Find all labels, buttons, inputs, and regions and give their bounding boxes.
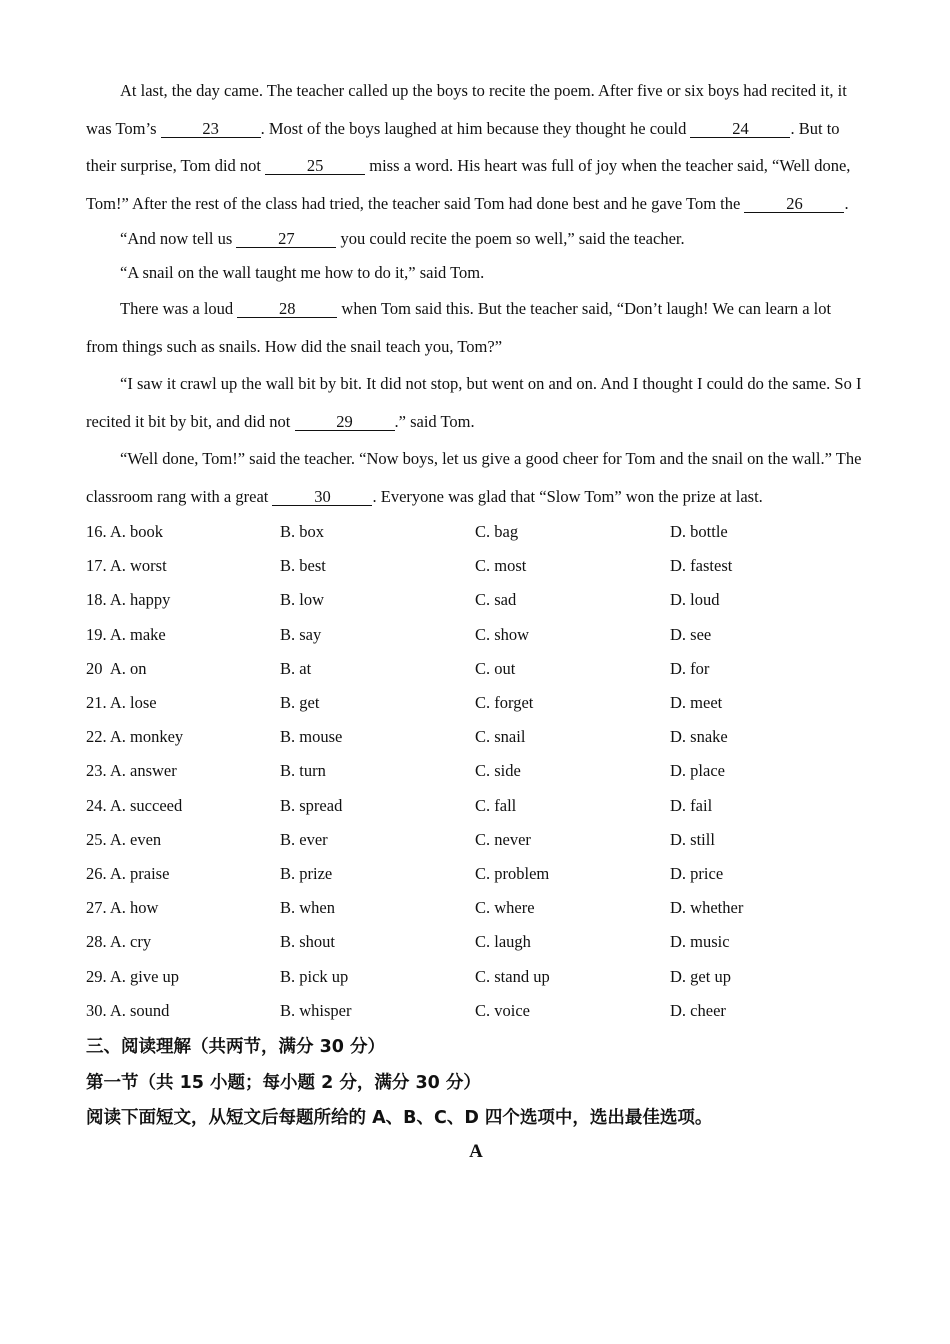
blank-28: 28 [237,300,337,318]
option-cell: C. forget [475,693,534,713]
option-cell: B. box [280,522,325,542]
document-page [86,72,866,1170]
option-row-21 [86,686,866,720]
option-cell: B. at [280,658,312,678]
option-cell: B. pick up [280,966,349,986]
option-cell: 27. A. how [86,898,159,918]
blank-26: 26 [744,195,844,213]
option-row-16 [86,515,866,549]
option-cell: D. meet [670,693,723,713]
option-cell: B. best [280,556,326,576]
option-cell: B. whisper [280,1000,352,1020]
option-row-25 [86,823,866,857]
option-cell: C. snail [475,727,526,747]
option-cell: 21. A. lose [86,693,157,713]
passage-paragraph-4: There was a loud 28 when Tom said this. But the teacher said, “Don’t laugh! We can learn a lot from things such as snails. How did the snail teach you, Tom?” [86,299,832,356]
blank-25: 25 [265,157,365,175]
option-cell: 20 A. on [86,658,147,678]
blank-27: 27 [236,230,336,248]
option-cell: D. loud [670,590,720,610]
blank-23: 23 [161,120,261,138]
passage-paragraph-2: “And now tell us 27 you could recite the poem so well,” said the teacher. [120,229,685,248]
option-cell: B. say [280,624,322,644]
option-cell: B. prize [280,863,333,883]
option-cell: 17. A. worst [86,556,167,576]
option-cell: B. get [280,693,320,713]
option-cell: C. bag [475,522,519,542]
passage-paragraph-6: “Well done, Tom!” said the teacher. “Now boys, let us give a good cheer for Tom and the snail on the wall.” The classroom rang with a great 30 . Everyone was glad that “Slow Tom” won the prize at last. [86,449,862,506]
part-label: A [469,1141,483,1163]
option-cell: D. still [670,829,715,849]
option-row-23 [86,754,866,788]
option-cell: D. snake [670,727,728,747]
option-cell: B. spread [280,795,343,815]
option-row-30 [86,994,866,1028]
option-row-18 [86,583,866,617]
option-cell: B. shout [280,932,336,952]
option-row-22 [86,720,866,754]
option-cell: 18. A. happy [86,590,171,610]
option-row-20 [86,652,866,686]
option-row-26 [86,857,866,891]
option-cell: C. side [475,761,521,781]
blank-24: 24 [690,120,790,138]
option-cell: D. fail [670,795,713,815]
option-cell: C. sad [475,590,517,610]
blank-30: 30 [272,488,372,506]
option-cell: C. show [475,624,530,644]
passage-paragraph-5: “I saw it crawl up the wall bit by bit. It did not stop, but went on and on. And I thought I could do the same. So I recited it bit by bit, and did not 29 .” said Tom. [86,374,862,431]
option-cell: B. mouse [280,727,343,747]
option-cell: 30. A. sound [86,1000,170,1020]
option-row-17 [86,549,866,583]
option-row-29 [86,959,866,993]
option-cell: D. cheer [670,1000,726,1020]
option-cell: D. whether [670,898,744,918]
section-instruction: 阅读下面短文，从短文后每题所给的 A、B、C、D 四个选项中，选出最佳选项。 [86,1108,713,1129]
option-cell: D. for [670,658,710,678]
option-cell: C. most [475,556,527,576]
option-cell: B. ever [280,829,328,849]
option-cell: D. get up [670,966,731,986]
option-row-27 [86,891,866,925]
option-cell: D. music [670,932,730,952]
option-cell: D. price [670,863,724,883]
option-cell: 26. A. praise [86,863,170,883]
option-cell: B. low [280,590,325,610]
passage-paragraph-3: “A snail on the wall taught me how to do it,” said Tom. [120,263,485,282]
option-cell: D. see [670,624,712,644]
option-cell: 22. A. monkey [86,727,184,747]
option-cell: C. never [475,829,531,849]
option-cell: 23. A. answer [86,761,177,781]
option-cell: C. where [475,898,535,918]
option-cell: C. problem [475,863,550,883]
option-cell: B. when [280,898,335,918]
option-cell: D. bottle [670,522,728,542]
option-cell: 28. A. cry [86,932,152,952]
option-row-28 [86,925,866,959]
option-row-24 [86,789,866,823]
option-cell: 25. A. even [86,829,162,849]
option-cell: 19. A. make [86,624,166,644]
section-subheading: 第一节（共 15 小题；每小题 2 分，满分 30 分） [86,1072,481,1093]
passage-paragraph-1: At last, the day came. The teacher called up the boys to recite the poem. After five or six boys had recited it, it was Tom’s 23 . Most of the boys laughed at him because they thought he could 24 . But to their surprise, Tom did not 25 miss a word. His heart was full of joy when the teacher said, “Well done, Tom!” After the rest of the class had tried, the teacher said Tom had done best and he gave Tom the 26 . [86,81,851,213]
option-cell: C. fall [475,795,517,815]
option-cell: D. place [670,761,725,781]
option-cell: C. laugh [475,932,531,952]
option-cell: C. voice [475,1000,530,1020]
option-cell: 16. A. book [86,522,164,542]
option-cell: B. turn [280,761,326,781]
blank-29: 29 [295,413,395,431]
option-cell: C. stand up [475,966,550,986]
options-list [86,515,866,1028]
option-row-19 [86,618,866,652]
option-cell: D. fastest [670,556,733,576]
section-heading: 三、阅读理解（共两节，满分 30 分） [86,1037,386,1058]
option-cell: 24. A. succeed [86,795,183,815]
option-cell: 29. A. give up [86,966,180,986]
option-cell: C. out [475,658,516,678]
